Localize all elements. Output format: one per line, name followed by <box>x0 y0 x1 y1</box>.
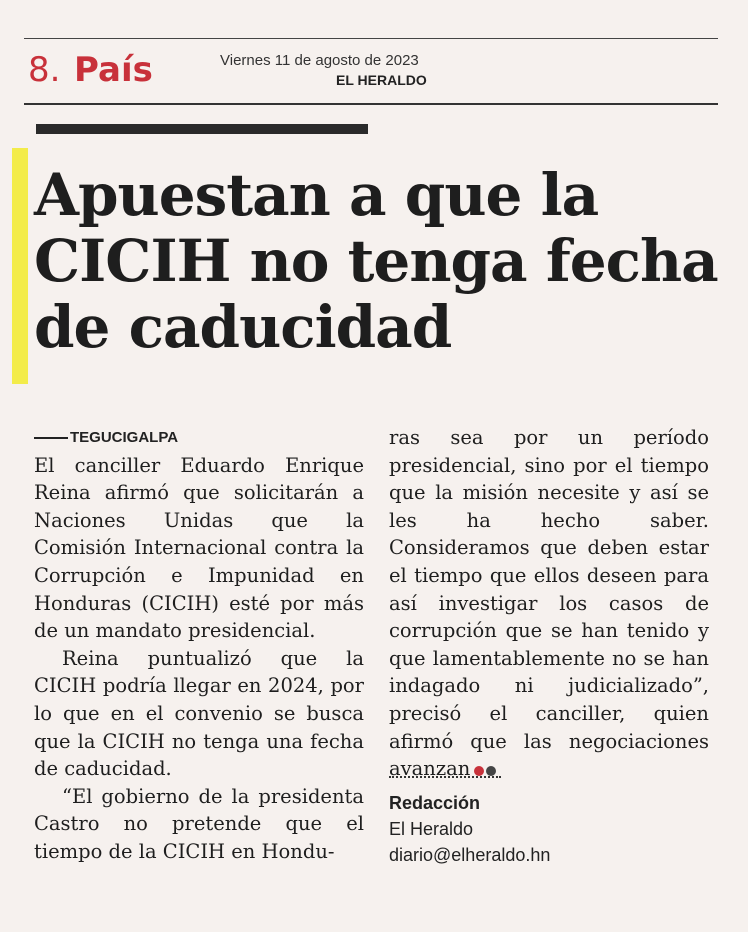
end-dot <box>486 766 496 776</box>
newspaper-name: EL HERALDO <box>336 72 427 88</box>
end-dot <box>474 766 484 776</box>
article-paragraph-2: Reina puntualizó que la CICIH podría llegar en 2024, por lo que en el convenio se busca que la CICIH no tenga una fecha de caducidad. <box>34 646 364 781</box>
end-of-article-icon <box>474 756 498 784</box>
byline-email: diario@elheraldo.hn <box>389 845 551 865</box>
header-rule <box>24 38 718 39</box>
byline <box>389 790 550 868</box>
highlighter-mark <box>12 148 28 384</box>
byline-divider <box>389 776 501 778</box>
section-title: País <box>74 50 153 90</box>
headline-bar <box>36 124 368 134</box>
article-paragraph-3-start: “El gobierno de la presidenta Castro no pretende que el tiempo de la CICIH en Hondu- <box>34 784 364 863</box>
page-number: 8. <box>28 50 61 90</box>
byline-role: Redacción <box>389 793 481 813</box>
article-paragraph-1: El canciller Eduardo Enrique Reina afirmó que solicitarán a Naciones Unidas que la Comisión Internacional contra la Corrupción e Impunidad en Honduras (CICIH) esté por más de un mandato presidencial. <box>34 453 364 643</box>
article-column-left <box>34 424 364 866</box>
dateline: TEGUCIGALPA <box>34 424 364 452</box>
article-paragraph-3-end: ras sea por un período presidencial, sino por el tiempo que la misión necesite y así se les ha hecho saber. Consideramos que deben estar el tiempo que ellos deseen para así investigar los casos de corrupción que se han tenido y que lamentablemente no se han indagado ni judicializado”, precisó el canciller, quien afirmó que las negociaciones avanzan <box>389 424 709 783</box>
byline-outlet: El Heraldo <box>389 819 474 839</box>
header-divider <box>24 103 718 105</box>
publication-date: Viernes 11 de agosto de 2023 <box>220 52 419 69</box>
article-column-right <box>389 424 709 783</box>
article-headline: Apuestan a que la CICIH no tenga fecha de caducidad <box>34 161 718 361</box>
